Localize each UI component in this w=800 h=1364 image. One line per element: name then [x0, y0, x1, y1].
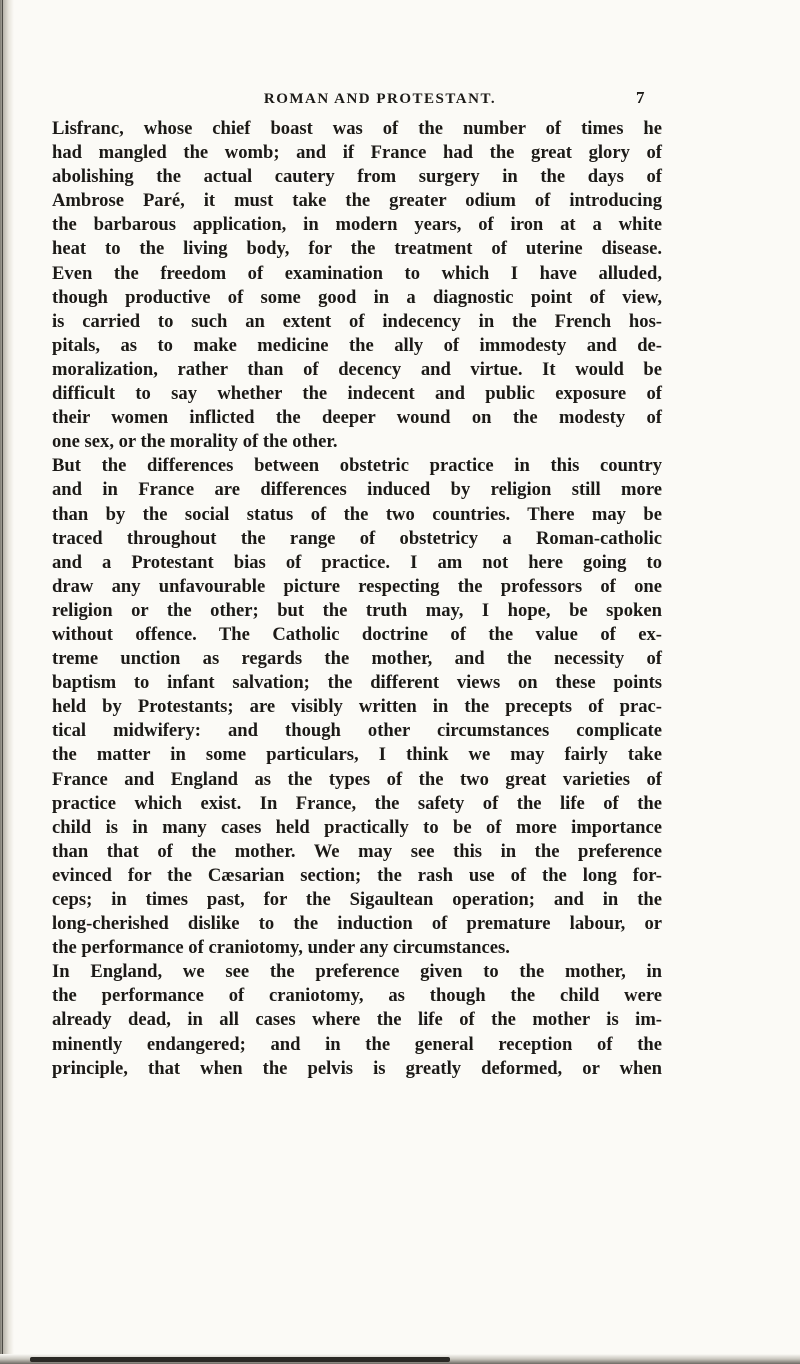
text-line: practice which exist. In France, the safety of the life of the	[52, 792, 662, 814]
text-line: France and England as the types of the two great varieties of	[52, 768, 662, 790]
text-line: But the differences between obstetric practice in this country	[52, 455, 662, 477]
body-text	[52, 117, 662, 1081]
text-line: without offence. The Catholic doctrine of the value of ex-	[52, 623, 662, 645]
text-line: traced throughout the range of obstetricy a Roman-catholic	[52, 527, 662, 549]
text-line: In England, we see the preference given to the mother, in	[52, 961, 662, 983]
text-line: treme unction as regards the mother, and the necessity of	[52, 648, 662, 670]
text-line: heat to the living body, for the treatment of uterine disease.	[52, 238, 662, 260]
binding-edge	[2, 0, 3, 1364]
text-line: held by Protestants; are visibly written in the precepts of prac-	[52, 696, 662, 718]
text-line: the performance of craniotomy, under any circumstances.	[52, 937, 510, 959]
text-line: draw any unfavourable picture respecting the professors of one	[52, 575, 662, 597]
scan-edge-mark	[30, 1357, 450, 1362]
text-line: their women inflicted the deeper wound on the modesty of	[52, 407, 662, 429]
text-line: tical midwifery: and though other circumstances complicate	[52, 720, 662, 742]
text-line: is carried to such an extent of indecency in the French hos-	[52, 310, 662, 332]
text-line: child is in many cases held practically to be of more importance	[52, 816, 662, 838]
text-line: pitals, as to make medicine the ally of immodesty and de-	[52, 334, 662, 356]
text-line: the matter in some particulars, I think we may fairly take	[52, 744, 662, 766]
paragraph-1	[52, 117, 662, 454]
text-line: abolishing the actual cautery from surgery in the days of	[52, 166, 662, 188]
text-line: the barbarous application, in modern years, of iron at a white	[52, 214, 662, 236]
text-line: Lisfranc, whose chief boast was of the number of times he	[52, 118, 662, 139]
text-line: evinced for the Cæsarian section; the rash use of the long for-	[52, 864, 662, 886]
text-line: baptism to infant salvation; the different views on these points	[52, 672, 662, 694]
text-line: and in France are differences induced by religion still more	[52, 479, 662, 501]
text-line: Ambrose Paré, it must take the greater odium of introducing	[52, 190, 662, 212]
page-number: 7	[636, 88, 645, 107]
text-line: ceps; in times past, for the Sigaultean operation; and in the	[52, 889, 662, 910]
text-line: had mangled the womb; and if France had the great glory of	[52, 142, 662, 164]
text-line: and a Protestant bias of practice. I am not here going to	[52, 551, 662, 573]
text-line: religion or the other; but the truth may, I hope, be spoken	[52, 599, 662, 621]
text-line: difficult to say whether the indecent and public exposure of	[52, 383, 662, 405]
text-line: the performance of craniotomy, as though the child were	[52, 985, 662, 1007]
text-line: than by the social status of the two countries. There may be	[52, 503, 662, 525]
text-line: principle, that when the pelvis is greatly deformed, or when	[52, 1057, 662, 1079]
paragraph-2	[52, 454, 662, 1080]
text-line: long-cherished dislike to the induction of premature labour, or	[52, 913, 662, 935]
text-line: moralization, rather than of decency and virtue. It would be	[52, 358, 662, 380]
running-title: ROMAN AND PROTESTANT.	[263, 91, 497, 107]
text-line: Even the freedom of examination to which I have alluded,	[52, 262, 662, 284]
text-line: though productive of some good in a diagnostic point of view,	[52, 286, 662, 308]
text-line: one sex, or the morality of the other.	[52, 431, 338, 453]
text-line: already dead, in all cases where the life of the mother is im-	[52, 1009, 662, 1031]
text-line: than that of the mother. We may see this in the preference	[52, 840, 662, 862]
text-line: minently endangered; and in the general reception of the	[52, 1033, 662, 1055]
